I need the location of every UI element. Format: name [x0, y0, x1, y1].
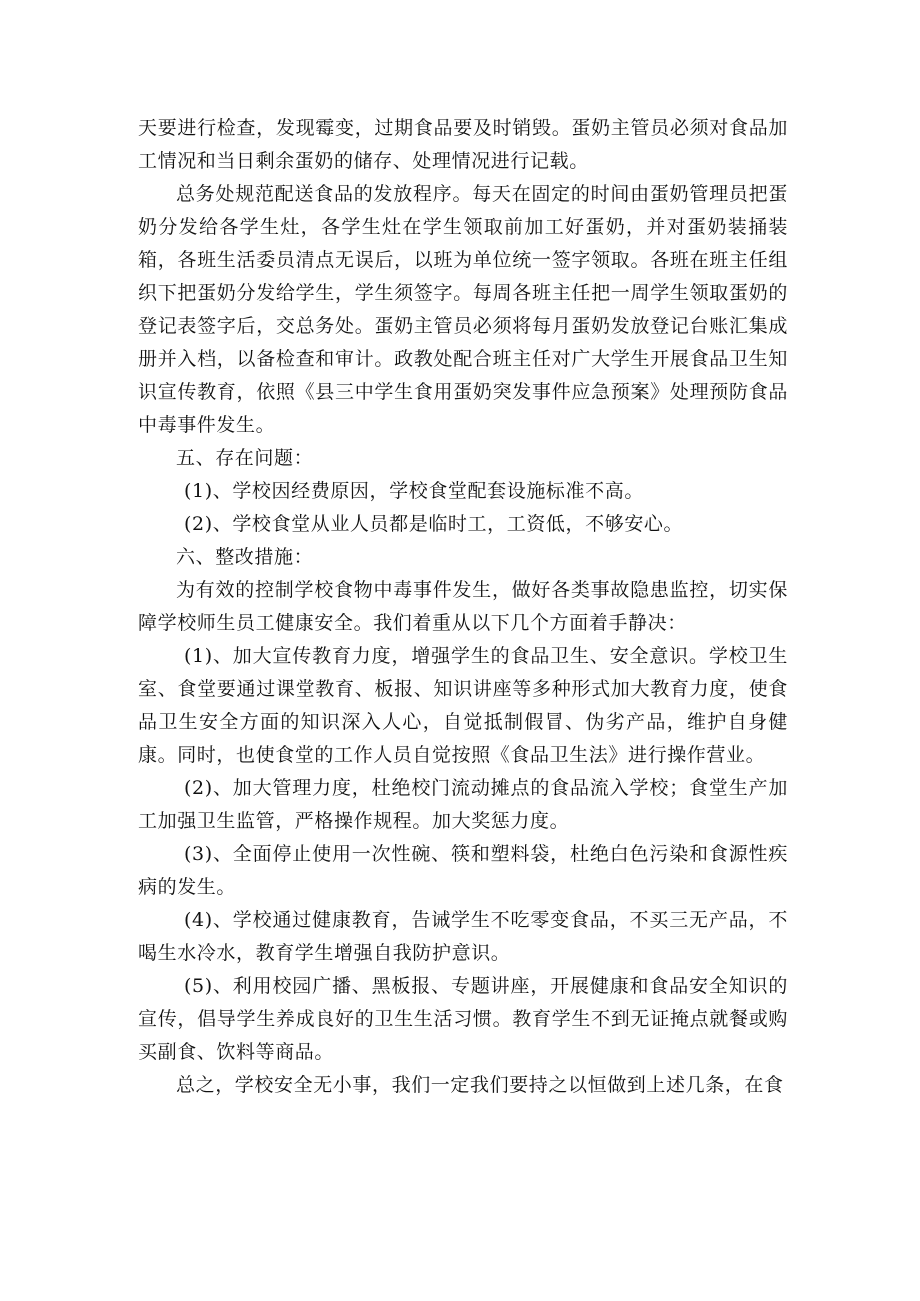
measure-item-2: (2)、加大管理力度，杜绝校门流动摊点的食品流入学校；食堂生产加工加强卫生监管，严格操作规程。加大奖惩力度。: [138, 777, 788, 832]
paragraph-continuation: 天要进行检查，发现霉变，过期食品要及时销毁。蛋奶主管员必须对食品加工情况和当日剩余蛋奶的储存、处理情况进行记载。: [138, 117, 788, 172]
measure-item-5: (5)、利用校园广播、黑板报、专题讲座，开展健康和食品安全知识的宣传，倡导学生养成良好的卫生生活习惯。教育学生不到无证掩点就餐或购买副食、饮料等商品。: [138, 975, 788, 1063]
paragraph-conclusion: 总之，学校安全无小事，我们一定我们要持之以恒做到上述几条，在食: [176, 1074, 784, 1096]
problem-item-1: (1)、学校因经费原因，学校食堂配套设施标准不高。: [184, 480, 644, 502]
measure-item-4: (4)、学校通过健康教育，告诫学生不吃零变食品，不买三无产品，不喝生水冷水，教育学生增强自我防护意识。: [138, 909, 788, 964]
section-heading-problems: 五、存在问题：: [176, 447, 314, 469]
measure-item-3: (3)、全面停止使用一次性碗、筷和塑料袋，杜绝白色污染和食源性疾病的发生。: [138, 843, 788, 898]
section-heading-measures: 六、整改措施：: [176, 546, 314, 568]
measure-item-1: (1)、加大宣传教育力度，增强学生的食品卫生、安全意识。学校卫生室、食堂要通过课堂教育、板报、知识讲座等多种形式加大教育力度，使食品卫生安全方面的知识深入人心，自觉抵制假冒、伪劣产品，维护自身健康。同时，也使食堂的工作人员自觉按照《食品卫生法》进行操作营业。: [138, 645, 788, 766]
document-body: [138, 112, 788, 1102]
paragraph-distribution-procedure: 总务处规范配送食品的发放程序。每天在固定的时间由蛋奶管理员把蛋奶分发给各学生灶，各学生灶在学生领取前加工好蛋奶，并对蛋奶装捅装箱，各班生活委员清点无误后，以班为单位统一签字领取。各班在班主任组织下把蛋奶分发给学生，学生须签字。每周各班主任把一周学生领取蛋奶的登记表签字后，交总务处。蛋奶主管员必须将每月蛋奶发放登记台账汇集成册并入档，以备检查和审计。政教处配合班主任对广大学生开展食品卫生知识宣传教育，依照《县三中学生食用蛋奶突发事件应急预案》处理预防食品中毒事件发生。: [138, 183, 788, 436]
paragraph-measures-intro: 为有效的控制学校食物中毒事件发生，做好各类事故隐患监控，切实保障学校师生员工健康安全。我们着重从以下几个方面着手静决：: [138, 579, 788, 634]
problem-item-2: (2)、学校食堂从业人员都是临时工，工资低，不够安心。: [184, 513, 684, 535]
